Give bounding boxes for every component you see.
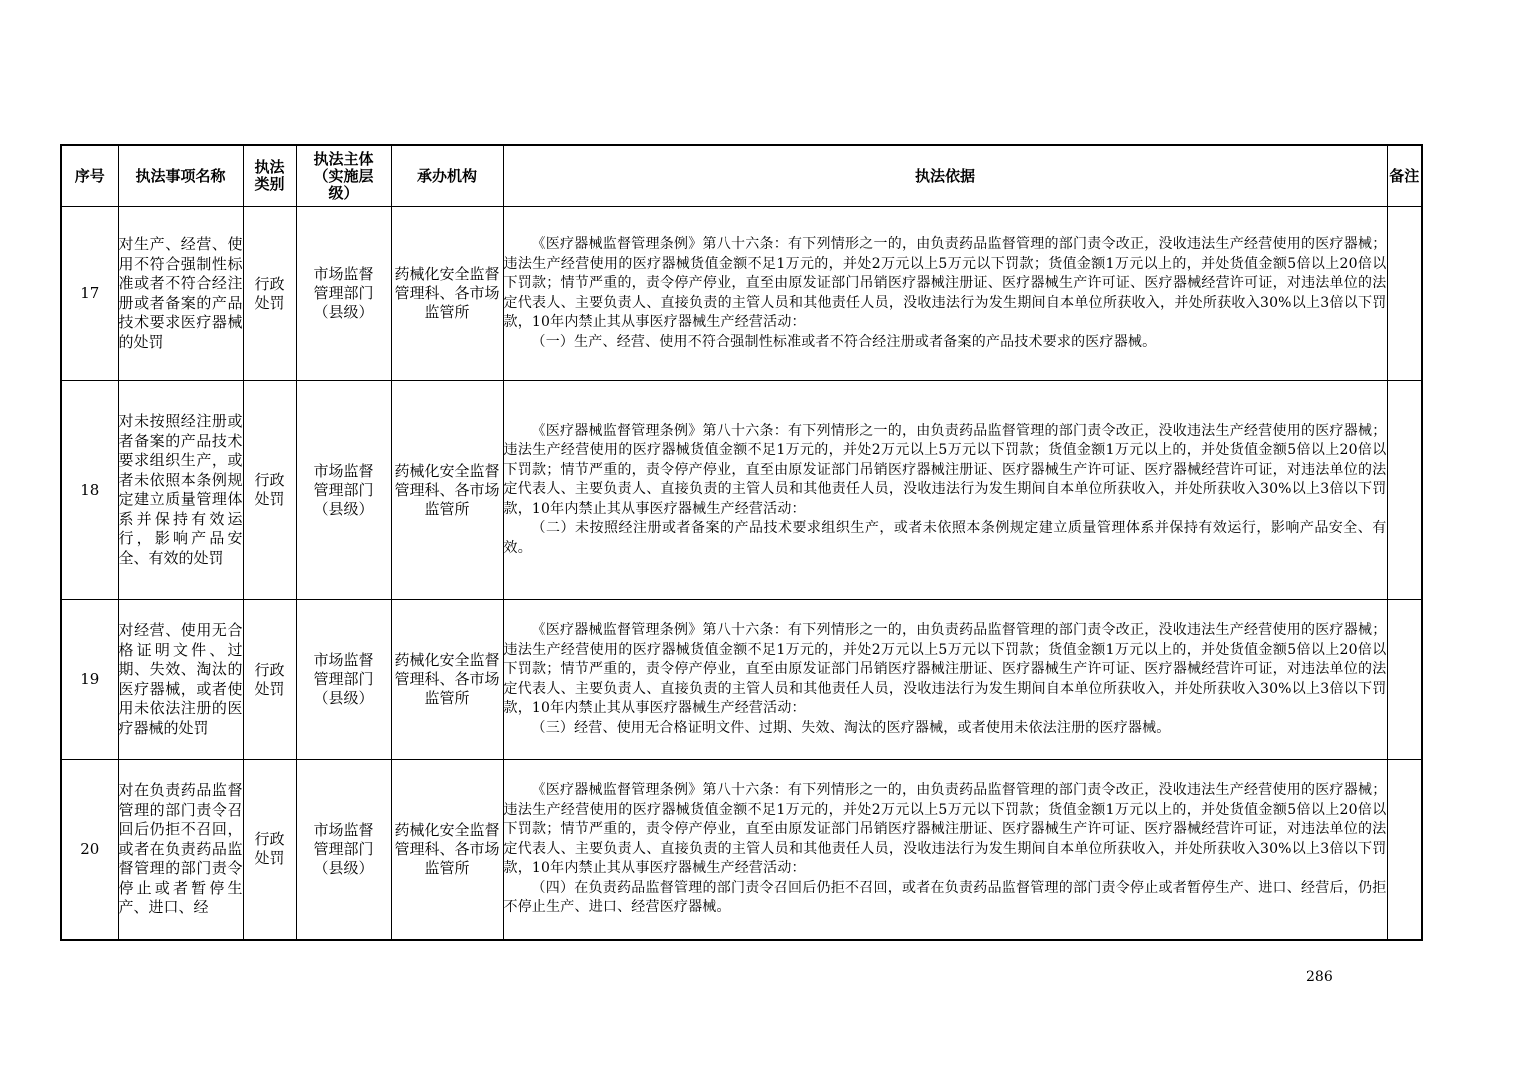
header-seq: 序号 <box>61 145 118 207</box>
row-seq: 17 <box>61 207 118 381</box>
header-remark: 备注 <box>1387 145 1422 207</box>
header-category: 执法类别 <box>243 145 296 207</box>
row-agency: 药械化安全监督管理科、各市场监管所 <box>391 760 503 940</box>
page-number: 286 <box>1306 969 1333 985</box>
row-remark <box>1387 760 1422 940</box>
row-basis <box>503 207 1387 381</box>
row-basis <box>503 381 1387 600</box>
row-agency: 药械化安全监督管理科、各市场监管所 <box>391 600 503 760</box>
basis-item-text: （三）经营、使用无合格证明文件、过期、失效、淘汰的医疗器械，或者使用未依法注册的医疗器械。 <box>531 719 1171 736</box>
header-agency: 承办机构 <box>391 145 503 207</box>
header-subject: 执法主体（实施层级） <box>296 145 391 207</box>
row-item-name: 对生产、经营、使用不符合强制性标准或者不符合经注册或者备案的产品技术要求医疗器械的处罚 <box>118 207 243 381</box>
basis-main-text: 《医疗器械监督管理条例》第八十六条：有下列情形之一的，由负责药品监督管理的部门责令改正，没收违法生产经营使用的医疗器械；违法生产经营使用的医疗器械货值金额不足1万元的，并处2万元以上5万元以下罚款；货值金额1万元以上的，并处货值金额5倍以上20倍以下罚款；情节严重的，责令停产停业，直至由原发证部门吊销医疗器械注册证、医疗器械生产许可证、医疗器械经营许可证，对违法单位的法定代表人、主要负责人、直接负责的主管人员和其他责任人员，没收违法行为发生期间自本单位所获收入，并处所获收入30%以上3倍以下罚款，10年内禁止其从事医疗器械生产经营活动： <box>503 236 1387 330</box>
table-row <box>61 600 1422 760</box>
row-subject: 市场监督管理部门（县级） <box>296 600 391 760</box>
table-row <box>61 381 1422 600</box>
row-remark <box>1387 381 1422 600</box>
table-row <box>61 207 1422 381</box>
row-seq: 18 <box>61 381 118 600</box>
row-category: 行政处罚 <box>243 760 296 940</box>
row-remark <box>1387 207 1422 381</box>
basis-main-text: 《医疗器械监督管理条例》第八十六条：有下列情形之一的，由负责药品监督管理的部门责令改正，没收违法生产经营使用的医疗器械；违法生产经营使用的医疗器械货值金额不足1万元的，并处2万元以上5万元以下罚款；货值金额1万元以上的，并处货值金额5倍以上20倍以下罚款；情节严重的，责令停产停业，直至由原发证部门吊销医疗器械注册证、医疗器械生产许可证、医疗器械经营许可证，对违法单位的法定代表人、主要负责人、直接负责的主管人员和其他责任人员，没收违法行为发生期间自本单位所获收入，并处所获收入30%以上3倍以下罚款，10年内禁止其从事医疗器械生产经营活动： <box>503 422 1387 517</box>
row-seq: 20 <box>61 760 118 940</box>
basis-main-text: 《医疗器械监督管理条例》第八十六条：有下列情形之一的，由负责药品监督管理的部门责令改正，没收违法生产经营使用的医疗器械；违法生产经营使用的医疗器械货值金额不足1万元的，并处2万元以上5万元以下罚款；货值金额1万元以上的，并处货值金额5倍以上20倍以下罚款；情节严重的，责令停产停业，直至由原发证部门吊销医疗器械注册证、医疗器械生产许可证、医疗器械经营许可证，对违法单位的法定代表人、主要负责人、直接负责的主管人员和其他责任人员，没收违法行为发生期间自本单位所获收入，并处所获收入30%以上3倍以下罚款，10年内禁止其从事医疗器械生产经营活动： <box>503 782 1387 876</box>
header-row <box>61 145 1422 207</box>
row-item-name: 对在负责药品监督管理的部门责令召回后仍拒不召回，或者在负责药品监督管理的部门责令停止或者暂停生产、进口、经 <box>118 760 243 940</box>
row-category: 行政处罚 <box>243 207 296 381</box>
row-basis <box>503 600 1387 760</box>
row-remark <box>1387 600 1422 760</box>
row-item-name: 对未按照经注册或者备案的产品技术要求组织生产，或者未依照本条例规定建立质量管理体系并保持有效运行，影响产品安全、有效的处罚 <box>118 381 243 600</box>
row-category: 行政处罚 <box>243 381 296 600</box>
row-agency: 药械化安全监督管理科、各市场监管所 <box>391 207 503 381</box>
basis-item-text: （四）在负责药品监督管理的部门责令召回后仍拒不召回，或者在负责药品监督管理的部门责令停止或者暂停生产、进口、经营后，仍拒不停止生产、进口、经营医疗器械。 <box>503 879 1387 915</box>
row-agency: 药械化安全监督管理科、各市场监管所 <box>391 381 503 600</box>
enforcement-table <box>60 144 1423 941</box>
row-seq: 19 <box>61 600 118 760</box>
row-subject: 市场监督管理部门（县级） <box>296 207 391 381</box>
row-subject: 市场监督管理部门（县级） <box>296 760 391 940</box>
header-basis: 执法依据 <box>503 145 1387 207</box>
table-row <box>61 760 1422 940</box>
row-subject: 市场监督管理部门（县级） <box>296 381 391 600</box>
basis-item-text: （一）生产、经营、使用不符合强制性标准或者不符合经注册或者备案的产品技术要求的医疗器械。 <box>531 333 1157 350</box>
header-item-name: 执法事项名称 <box>118 145 243 207</box>
row-item-name: 对经营、使用无合格证明文件、过期、失效、淘汰的医疗器械，或者使用未依法注册的医疗器械的处罚 <box>118 600 243 760</box>
basis-item-text: （二）未按照经注册或者备案的产品技术要求组织生产，或者未依照本条例规定建立质量管理体系并保持有效运行，影响产品安全、有效。 <box>503 520 1387 556</box>
row-basis <box>503 760 1387 940</box>
row-category: 行政处罚 <box>243 600 296 760</box>
basis-main-text: 《医疗器械监督管理条例》第八十六条：有下列情形之一的，由负责药品监督管理的部门责令改正，没收违法生产经营使用的医疗器械；违法生产经营使用的医疗器械货值金额不足1万元的，并处2万元以上5万元以下罚款；货值金额1万元以上的，并处货值金额5倍以上20倍以下罚款；情节严重的，责令停产停业，直至由原发证部门吊销医疗器械注册证、医疗器械生产许可证、医疗器械经营许可证，对违法单位的法定代表人、主要负责人、直接负责的主管人员和其他责任人员，没收违法行为发生期间自本单位所获收入，并处所获收入30%以上3倍以下罚款，10年内禁止其从事医疗器械生产经营活动： <box>503 622 1387 716</box>
